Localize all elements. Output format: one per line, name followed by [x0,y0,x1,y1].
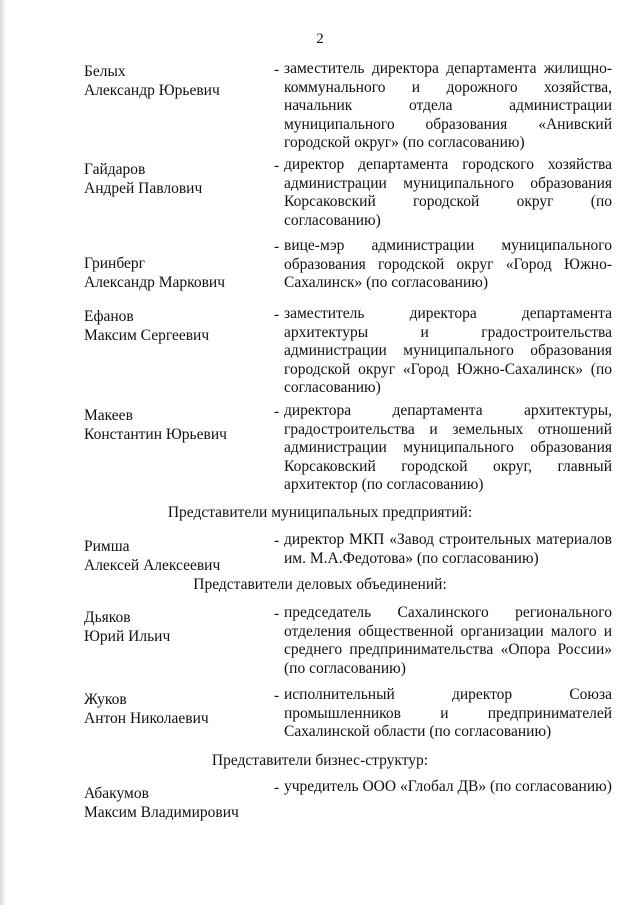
role-line: промышленников и предпринимателей [284,704,612,722]
role-line: вице-мэр администрации муниципального [284,237,612,254]
role-line: начальник отдела администрации [284,97,612,114]
member-name [84,537,274,575]
role-line: среднего предпринимательства «Опора России» [284,641,612,658]
member-name [84,690,274,728]
member-surname: Гринберг [84,255,145,272]
member-name [84,254,274,292]
member-given-names: Александр Маркович [84,274,226,291]
section-heading-business-associations: Представители деловых объединений: [193,576,447,593]
member-given-names: Максим Владимирович [84,804,239,821]
role-line: Сахалинской области (по согласованию) [284,723,552,740]
role-line: Корсаковский городской округ (по [284,193,612,210]
member-surname: Дьяков [84,609,131,626]
dash: - [274,306,280,323]
role-line: учредитель ООО «Глобал ДВ» (по согласованию) [284,778,612,795]
member-given-names: Юрий Ильич [84,628,171,645]
role-line: согласованию) [284,379,381,396]
member-given-names: Алексей Алексеевич [84,557,221,574]
member-name [84,784,274,822]
role-line: коммунального и дорожного хозяйства, [284,78,612,96]
role-line: городской округ «Город Южно-Сахалинск» (по [284,360,612,378]
member-surname: Белых [84,63,126,80]
role-line: отделения общественной организации малого и [284,622,612,640]
member-surname: Гайдаров [84,161,146,178]
role-line: председатель Сахалинского регионального [284,604,612,621]
role-line: заместитель директора департамента [284,305,612,322]
role-line: муниципального образования «Анивский [284,115,612,133]
member-surname: Абакумов [84,785,149,802]
role-line: администрации муниципального образования [284,342,612,359]
role-line: согласованию) [284,211,381,229]
member-name [84,608,274,646]
member-surname: Жуков [84,691,127,708]
role-line: исполнительный директор Союза [284,686,612,703]
member-surname: Макеев [84,407,133,424]
member-given-names: Антон Николаевич [84,710,209,727]
dash: - [274,61,280,78]
member-role [284,305,612,398]
member-name [84,406,274,444]
page-number: 2 [316,31,324,47]
role-line: Корсаковский городской округ, главный [284,457,612,475]
dash: - [274,605,280,622]
role-line: директора департамента архитектуры, [284,402,612,419]
member-role [284,604,612,678]
role-line: Сахалинск» (по согласованию) [284,274,488,291]
member-role [284,531,612,568]
role-line: заместитель директора департамента жилищно- [284,60,612,77]
role-line: директор МКП «Завод строительных материалов [284,531,612,548]
role-line: (по согласованию) [284,659,406,677]
role-line: архитектор (по согласованию) [284,476,484,493]
dash: - [274,238,280,255]
role-line: директор департамента городского хозяйства [284,156,612,173]
section-heading-municipal: Представители муниципальных предприятий: [167,504,473,521]
member-role [284,402,612,495]
member-role [284,778,612,797]
dash: - [274,157,280,174]
section-heading-business-structures: Представители бизнес-структур: [211,752,429,769]
member-role [284,60,612,153]
dash: - [274,687,280,704]
member-given-names: Максим Сергеевич [84,327,210,344]
member-role [284,237,612,293]
role-line: городской округ» (по согласованию) [284,134,525,151]
role-line: им. М.А.Федотова» (по согласованию) [284,549,539,567]
role-line: градостроительства и земельных отношений [284,420,612,438]
dash: - [274,403,280,420]
dash: - [274,532,280,549]
dash: - [274,779,280,796]
member-name [84,62,274,100]
member-role [284,156,612,230]
member-given-names: Александр Юрьевич [84,82,220,99]
member-name [84,160,274,198]
member-given-names: Константин Юрьевич [84,426,227,443]
member-role [284,686,612,742]
member-given-names: Андрей Павлович [84,180,203,197]
role-line: архитектуры и градостроительства [284,323,612,341]
member-name [84,307,274,345]
member-surname: Ефанов [84,308,134,325]
member-surname: Римша [84,538,130,555]
role-line: администрации муниципального образования [284,439,612,456]
role-line: образования городской округ «Город Южно- [284,255,612,273]
role-line: администрации муниципального образования [284,174,612,192]
